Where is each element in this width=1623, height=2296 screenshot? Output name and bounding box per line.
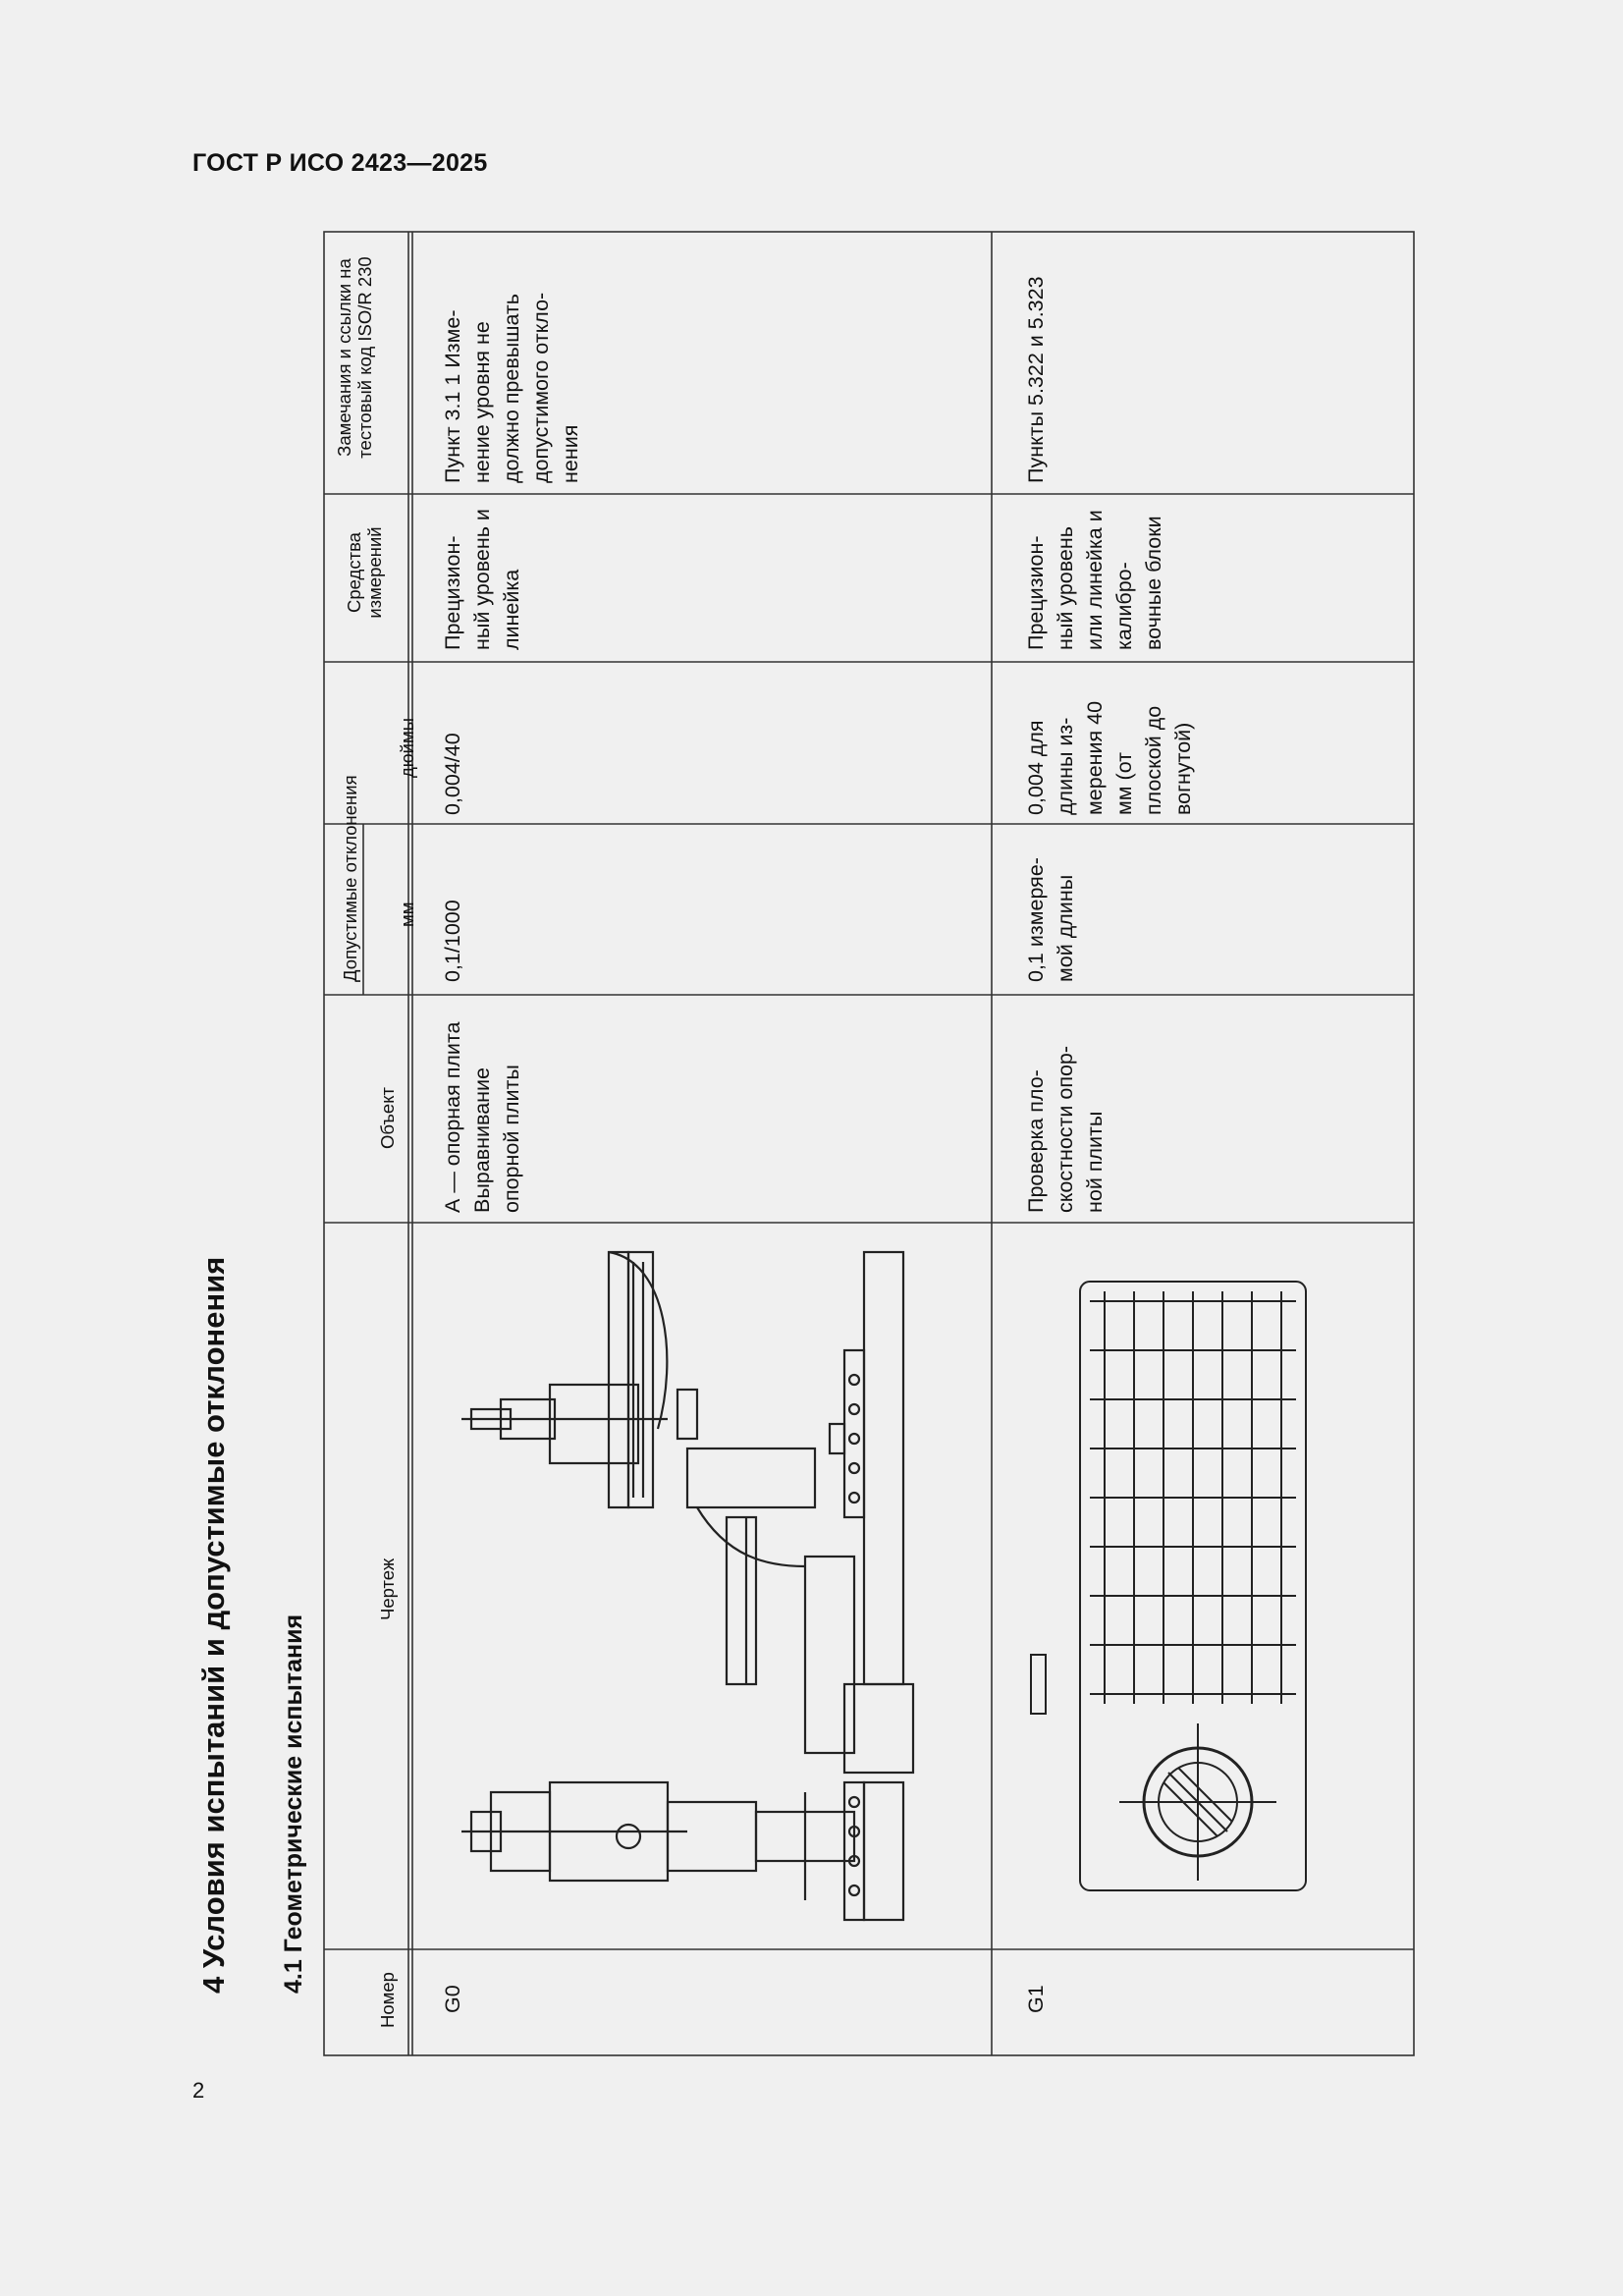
subsection-title: 4.1 Геометрические испытания [280,1613,307,1994]
col-header-number: Номер [377,1972,398,2028]
col-header-object: Объект [377,1087,398,1149]
col-header-instruments: Средства измерений [344,526,385,619]
row-g1-mm: 0,1 измеряе-мой длины [1024,857,1077,982]
col-header-remarks: Замечания и ссылки на тестовый код ISO/R 230 [334,256,375,459]
row-g0-inches: 0,004/40 [441,733,464,815]
row-g0-mm: 0,1/1000 [441,900,464,982]
row-g0-instruments: Прецизион-ный уровень и линейка [441,509,523,650]
drawing-g0-machine-schematic [432,1232,943,1940]
col-header-inches: дюймы [397,717,417,778]
page-number: 2 [192,2078,205,2103]
col-header-mm: мм [397,902,417,927]
col-header-tolerances: Допустимые отклонения [340,775,360,982]
row-g1-instruments: Прецизион-ный уровень или линейка и калибро-вочные блоки [1024,510,1165,650]
row-g1-inches: 0,004 для длины из-мерения 40 мм (от плоской до вогнутой) [1024,700,1195,815]
row-g1-object: Проверка пло-скостности опор-ной плиты [1024,1045,1107,1213]
col-header-drawing: Чертеж [377,1558,398,1620]
row-g1-number: G1 [1024,1985,1048,2013]
row-g0-object: А — опорная плита Выравнивание опорной плиты [441,1021,523,1213]
section-title: 4 Условия испытаний и допустимые отклонения [196,1256,231,1994]
document-header: ГОСТ Р ИСО 2423—2025 [192,149,488,177]
row-g0-number: G0 [441,1985,464,2013]
drawing-g1-plate-grid [1011,1232,1384,1940]
row-g0-remarks: Пункт 3.1 1 Изме-нение уровня не должно превышать допустимого откло-нения [441,292,582,483]
row-g1-remarks: Пункты 5.322 и 5.323 [1024,276,1048,483]
